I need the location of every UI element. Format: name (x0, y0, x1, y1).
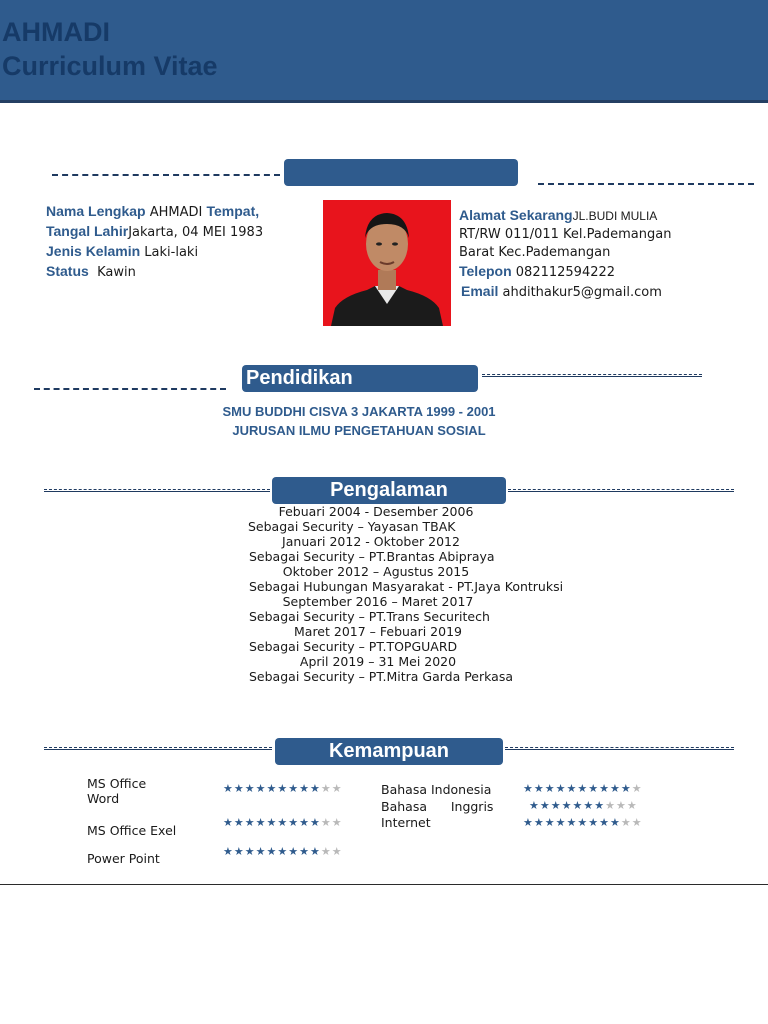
star-empty-icon: ★ (620, 816, 632, 829)
cv-name: AHMADI (2, 17, 110, 47)
star-filled-icon: ★ (550, 799, 562, 812)
address-line1: JL.BUDI MULIA (572, 209, 658, 223)
star-filled-icon: ★ (233, 782, 245, 795)
star-filled-icon: ★ (523, 782, 534, 795)
skill-name: Internet (381, 815, 431, 830)
star-filled-icon: ★ (299, 816, 310, 829)
star-filled-icon: ★ (233, 845, 245, 858)
divider-left-kemampuan (44, 747, 272, 750)
star-filled-icon: ★ (255, 816, 267, 829)
star-filled-icon: ★ (310, 816, 321, 829)
experience-role: Sebagai Security – PT.Mitra Garda Perkasa (249, 669, 513, 684)
star-filled-icon: ★ (599, 782, 610, 795)
education-school: SMU BUDDHI CISVA 3 JAKARTA 1999 - 2001 (222, 404, 496, 419)
tangal-value: Jakarta, 04 MEI 1983 (128, 225, 264, 240)
skill-name: Bahasa Indonesia (381, 782, 492, 797)
header-banner (0, 0, 768, 103)
skill-name-line1: MS Office (87, 776, 147, 791)
status-value: Kawin (97, 265, 136, 280)
skill-stars (223, 782, 343, 795)
star-filled-icon: ★ (572, 799, 584, 812)
experience-date: Febuari 2004 - Desember 2006 (278, 504, 474, 519)
star-filled-icon: ★ (223, 782, 234, 795)
contact-info (459, 206, 671, 302)
address-line2: RT/RW 011/011 Kel.Pademangan (459, 227, 672, 242)
skill-stars (523, 816, 643, 829)
star-filled-icon: ★ (310, 845, 321, 858)
star-filled-icon: ★ (577, 816, 589, 829)
phone-value: 082112594222 (515, 265, 616, 280)
star-empty-icon: ★ (631, 816, 643, 829)
star-filled-icon: ★ (620, 782, 632, 795)
star-empty-icon: ★ (320, 845, 332, 858)
star-filled-icon: ★ (599, 816, 610, 829)
skill-stars (223, 845, 343, 858)
divider-right-pendidikan (482, 374, 702, 377)
star-empty-icon: ★ (631, 782, 643, 795)
star-empty-icon: ★ (320, 782, 332, 795)
person-silhouette-icon (323, 200, 451, 326)
star-empty-icon: ★ (605, 799, 616, 812)
email-label: Email (461, 283, 499, 299)
star-filled-icon: ★ (244, 816, 256, 829)
experience-role: Sebagai Security – Yayasan TBAK (248, 519, 456, 534)
star-filled-icon: ★ (544, 816, 556, 829)
experience-date: Januari 2012 - Oktober 2012 (282, 534, 460, 549)
experience-date: Maret 2017 – Febuari 2019 (294, 624, 462, 639)
status-label: Status (46, 263, 89, 279)
star-filled-icon: ★ (566, 782, 578, 795)
experience-role: Sebagai Security – PT.TOPGUARD (249, 639, 458, 654)
divider-right-kemampuan (505, 747, 734, 750)
star-filled-icon: ★ (533, 816, 545, 829)
experience-date: Oktober 2012 – Agustus 2015 (282, 564, 470, 579)
star-empty-icon: ★ (320, 816, 332, 829)
divider-left-personal (52, 174, 280, 176)
section-title-pendidikan: Pendidikan (242, 365, 478, 392)
address-line3: Barat Kec.Pademangan (459, 245, 611, 260)
star-filled-icon: ★ (277, 845, 289, 858)
star-filled-icon: ★ (566, 816, 578, 829)
experience-list (248, 504, 564, 684)
star-empty-icon: ★ (331, 782, 343, 795)
star-filled-icon: ★ (233, 816, 245, 829)
star-filled-icon: ★ (577, 782, 589, 795)
star-filled-icon: ★ (266, 782, 278, 795)
cv-subtitle: Curriculum Vitae (2, 51, 218, 81)
star-filled-icon: ★ (561, 799, 573, 812)
star-filled-icon: ★ (277, 782, 289, 795)
star-filled-icon: ★ (544, 782, 556, 795)
star-filled-icon: ★ (610, 816, 621, 829)
skill-name-line2: Word (87, 791, 120, 806)
education-major: JURUSAN ILMU PENGETAHUAN SOSIAL (232, 423, 486, 438)
star-filled-icon: ★ (288, 816, 300, 829)
star-filled-icon: ★ (288, 782, 300, 795)
star-filled-icon: ★ (610, 782, 621, 795)
star-filled-icon: ★ (555, 816, 567, 829)
experience-role: Sebagai Hubungan Masyarakat - PT.Jaya Kontruksi (249, 579, 564, 594)
profile-photo (323, 200, 451, 326)
star-filled-icon: ★ (583, 799, 595, 812)
star-empty-icon: ★ (616, 799, 627, 812)
phone-label: Telepon (459, 263, 512, 279)
star-filled-icon: ★ (266, 816, 278, 829)
bottom-divider (0, 884, 768, 885)
star-filled-icon: ★ (288, 845, 300, 858)
star-filled-icon: ★ (310, 782, 321, 795)
star-filled-icon: ★ (223, 845, 234, 858)
name-value: AHMADI (149, 205, 203, 220)
skill-stars (223, 816, 343, 829)
address-label: Alamat Sekarang (459, 207, 573, 223)
star-filled-icon: ★ (594, 799, 606, 812)
star-empty-icon: ★ (331, 845, 343, 858)
star-filled-icon: ★ (277, 816, 289, 829)
tangal-label: Tangal Lahir (46, 223, 129, 239)
email-value: ahdithakur5@gmail.com (502, 285, 662, 300)
experience-role: Sebagai Security – PT.Brantas Abipraya (249, 549, 495, 564)
star-filled-icon: ★ (555, 782, 567, 795)
section-title-kemampuan: Kemampuan (275, 738, 503, 765)
star-filled-icon: ★ (244, 845, 256, 858)
tempat-label: Tempat, (206, 203, 260, 219)
divider-left-pengalaman (44, 489, 270, 492)
star-filled-icon: ★ (529, 799, 540, 812)
divider-left-pendidikan (34, 388, 226, 390)
star-filled-icon: ★ (588, 816, 600, 829)
divider-right-pengalaman (508, 489, 734, 492)
gender-value: Laki-laki (144, 245, 199, 260)
gender-label: Jenis Kelamin (46, 243, 141, 259)
skill-name (87, 776, 146, 806)
experience-date: September 2016 – Maret 2017 (282, 594, 474, 609)
personal-info (46, 202, 263, 282)
star-empty-icon: ★ (331, 816, 343, 829)
star-filled-icon: ★ (523, 816, 534, 829)
experience-role: Sebagai Security – PT.Trans Securitech (249, 609, 490, 624)
star-filled-icon: ★ (266, 845, 278, 858)
divider-right-personal (538, 183, 754, 185)
star-filled-icon: ★ (533, 782, 545, 795)
star-filled-icon: ★ (299, 845, 310, 858)
star-filled-icon: ★ (299, 782, 310, 795)
star-filled-icon: ★ (255, 782, 267, 795)
skill-stars (523, 782, 643, 795)
star-filled-icon: ★ (223, 816, 234, 829)
skill-name: Power Point (87, 851, 160, 866)
star-filled-icon: ★ (255, 845, 267, 858)
skill-name: MS Office Exel (87, 823, 177, 838)
skill-name: Bahasa Inggris (381, 799, 494, 814)
name-label: Nama Lengkap (46, 203, 146, 219)
experience-date: April 2019 – 31 Mei 2020 (299, 654, 457, 669)
skill-stars (529, 799, 638, 812)
section-bar-personal (284, 159, 518, 186)
star-filled-icon: ★ (244, 782, 256, 795)
star-filled-icon: ★ (588, 782, 600, 795)
star-empty-icon: ★ (626, 799, 638, 812)
star-filled-icon: ★ (539, 799, 551, 812)
section-title-pengalaman: Pengalaman (272, 477, 506, 504)
